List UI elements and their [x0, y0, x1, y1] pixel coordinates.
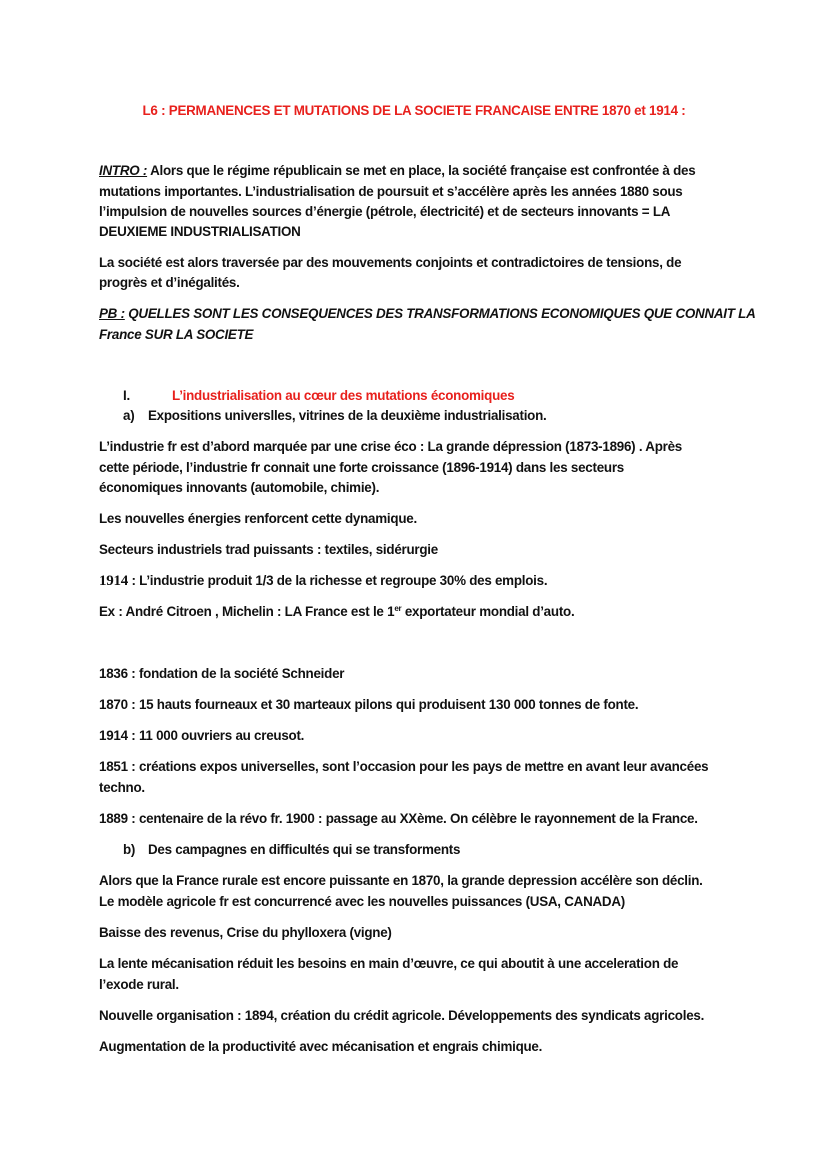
intro-line-1: INTRO : Alors que le régime républicain se met en place, la société française est confrontée à des — [99, 163, 696, 178]
crisis-line-1: L’industrie fr est d’abord marquée par une crise éco : La grande dépression (1873-1896) . Après — [99, 439, 682, 454]
intro-line-4: DEUXIEME INDUSTRIALISATION — [99, 224, 301, 239]
stat-line: 1914 : L’industrie produit 1/3 de la richesse et regroupe 30% des emplois. — [99, 573, 548, 589]
subsection-b-heading: Des campagnes en difficultés qui se transforments — [148, 842, 461, 857]
centenary-line: 1889 : centenaire de la révo fr. 1900 : passage au XXème. On célèbre le rayonnement de la France. — [99, 811, 698, 826]
sectors-line: Secteurs industriels trad puissants : textiles, sidérurgie — [99, 542, 438, 557]
document-title: L6 : PERMANENCES ET MUTATIONS DE LA SOCIETE FRANCAISE ENTRE 1870 et 1914 : — [142, 103, 686, 118]
stat-year: 1914 — [99, 573, 128, 589]
productivity-line: Augmentation de la productivité avec mécanisation et engrais chimique. — [99, 1039, 543, 1054]
intro-label: INTRO : — [99, 163, 148, 178]
problem-label: PB : — [99, 306, 125, 321]
society-line-1: La société est alors traversée par des mouvements conjoints et contradictoires de tensions, de — [99, 255, 682, 270]
timeline-1914: 1914 : 11 000 ouvriers au creusot. — [99, 728, 305, 743]
timeline-1836: 1836 : fondation de la société Schneider — [99, 666, 345, 681]
crisis-line-2: cette période, l’industrie fr connait une forte croissance (1896-1914) dans les secteurs — [99, 460, 624, 475]
expos-line-2: techno. — [99, 780, 145, 795]
problem-line-2: France SUR LA SOCIETE — [99, 327, 254, 342]
subsection-a-marker: a) — [123, 408, 135, 423]
society-line-2: progrès et d’inégalités. — [99, 275, 240, 290]
timeline-1870: 1870 : 15 hauts fourneaux et 30 marteaux pilons qui produisent 130 000 tonnes de fonte. — [99, 697, 639, 712]
mechanisation-line-1: La lente mécanisation réduit les besoins en main d’œuvre, ce qui aboutit à une acceleration de — [99, 956, 679, 971]
subsection-a-heading: Expositions universlles, vitrines de la deuxième industrialisation. — [148, 408, 547, 423]
problem-line-1: PB : QUELLES SONT LES CONSEQUENCES DES TRANSFORMATIONS ECONOMIQUES QUE CONNAIT LA — [99, 306, 756, 321]
expos-line-1: 1851 : créations expos universelles, sont l’occasion pour les pays de mettre en avant leur avancées — [99, 759, 709, 774]
intro-line-3: l’impulsion de nouvelles sources d’énergie (pétrole, électricité) et de secteurs innovants = LA — [99, 204, 671, 219]
organisation-line: Nouvelle organisation : 1894, création du crédit agricole. Développements des syndicats agricoles. — [99, 1008, 705, 1023]
rural-line-1: Alors que la France rurale est encore puissante en 1870, la grande depression accélère son déclin. — [99, 873, 703, 888]
mechanisation-line-2: l’exode rural. — [99, 977, 179, 992]
section-1-heading: L’industrialisation au cœur des mutations économiques — [172, 388, 515, 403]
energies-line: Les nouvelles énergies renforcent cette dynamique. — [99, 511, 417, 526]
crisis-line-3: économiques innovants (automobile, chimie). — [99, 480, 380, 495]
intro-line-2: mutations importantes. L’industrialisation de poursuit et s’accélère après les années 1880 sous — [99, 184, 683, 199]
example-line: Ex : André Citroen , Michelin : LA France est le 1er exportateur mondial d’auto. — [99, 604, 575, 619]
revenue-line: Baisse des revenus, Crise du phylloxera (vigne) — [99, 925, 392, 940]
subsection-b-marker: b) — [123, 842, 136, 857]
rural-line-2: Le modèle agricole fr est concurrencé avec les nouvelles puissances (USA, CANADA) — [99, 894, 625, 909]
section-1-number: I. — [123, 388, 130, 403]
